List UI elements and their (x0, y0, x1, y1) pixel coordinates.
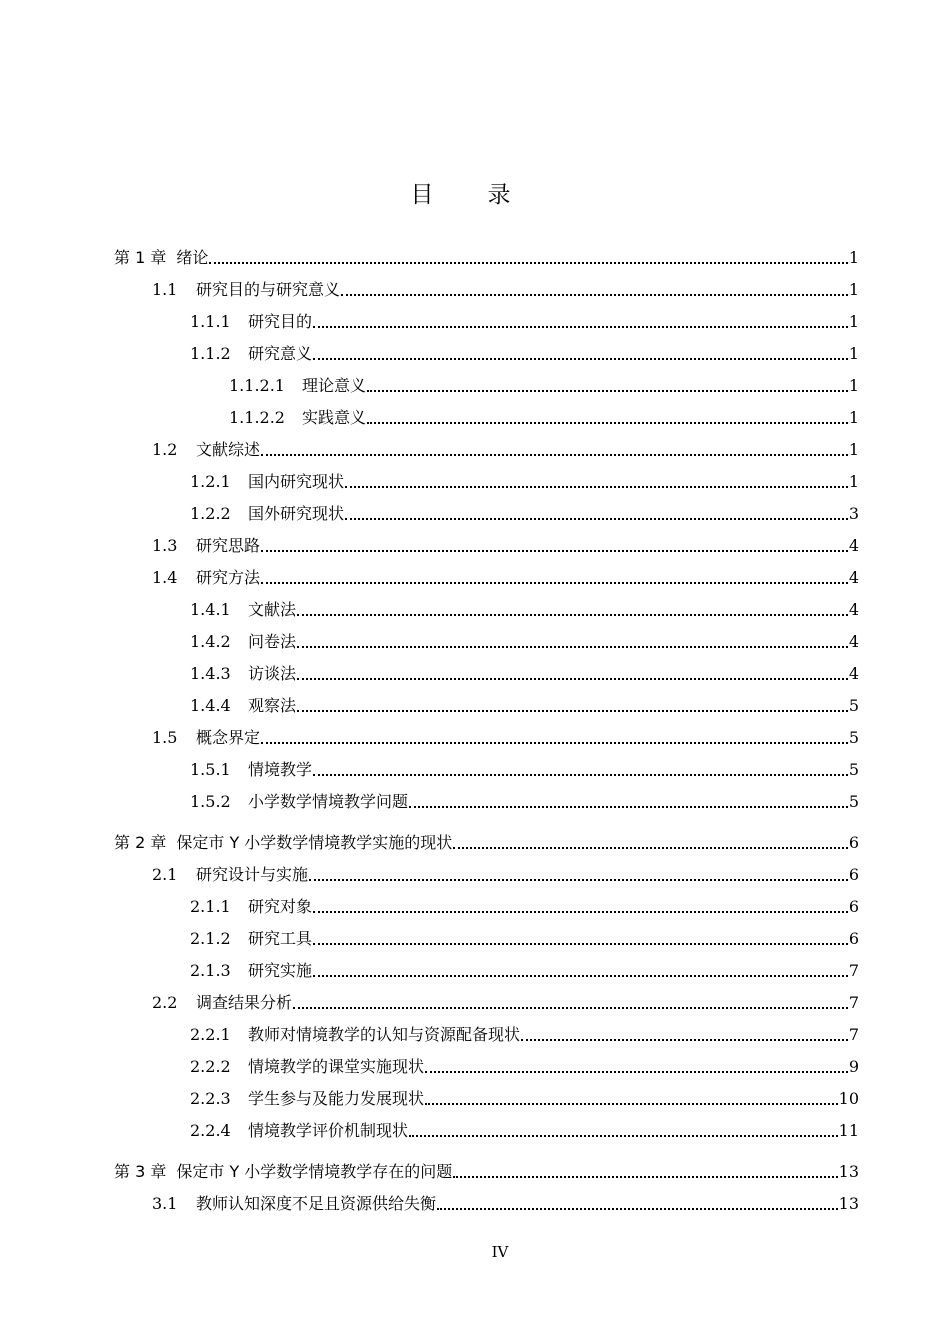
toc-entry-page: 7 (848, 993, 859, 1012)
toc-entry-page: 4 (848, 568, 859, 587)
toc-leader-dots (297, 678, 848, 680)
toc-entry-page: 1 (848, 408, 859, 427)
toc-entry-number: 2.1.3 (190, 961, 231, 980)
toc-entry-number: 1.4.4 (190, 696, 231, 715)
toc-leader-dots (409, 1135, 838, 1137)
toc-entry[interactable] (190, 1053, 859, 1081)
toc-entry-page: 5 (848, 760, 859, 779)
toc-entry-text: 情境教学评价机制现状 (248, 1121, 409, 1140)
toc-entry-page: 7 (848, 961, 859, 980)
toc-entry-number: 1.1 (152, 280, 178, 299)
toc-entry-number: 2.2.4 (190, 1121, 231, 1140)
toc-entry-page: 9 (848, 1057, 859, 1076)
toc-entry-label (190, 788, 408, 816)
toc-chapter-entry[interactable] (114, 829, 859, 857)
toc-entry-label (114, 1158, 452, 1186)
toc-entry-page: 7 (848, 1025, 859, 1044)
toc-entry-label (190, 1085, 424, 1113)
toc-entry-label (152, 276, 340, 304)
toc-entry[interactable] (190, 957, 859, 985)
toc-entry-label (190, 1117, 408, 1145)
toc-entry-text: 实践意义 (302, 408, 367, 427)
toc-entry[interactable] (190, 308, 859, 336)
toc-entry-number: 1.5 (152, 728, 178, 747)
toc-leader-dots (313, 358, 848, 360)
toc-entry[interactable] (152, 276, 859, 304)
toc-entry[interactable] (190, 756, 859, 784)
toc-entry[interactable] (152, 1190, 859, 1218)
toc-entry-text: 国内研究现状 (248, 472, 345, 491)
toc-entry[interactable] (190, 788, 859, 816)
toc-entry-label (152, 564, 260, 592)
toc-leader-dots (437, 1208, 838, 1210)
toc-entry-page: 4 (848, 536, 859, 555)
toc-leader-dots (297, 646, 848, 648)
toc-entry[interactable] (190, 660, 859, 688)
toc-leader-dots (341, 294, 848, 296)
toc-chapter-entry[interactable] (114, 1158, 859, 1186)
toc-leader-dots (425, 1103, 838, 1105)
toc-entry[interactable] (190, 1117, 859, 1145)
toc-entry-number: 2.2.3 (190, 1089, 231, 1108)
toc-entry[interactable] (229, 404, 859, 432)
toc-entry-number: 2.2 (152, 993, 178, 1012)
toc-entry[interactable] (190, 1021, 859, 1049)
toc-entry-label (152, 989, 292, 1017)
toc-entry-label (190, 1021, 520, 1049)
toc-entry-number: 2.1 (152, 865, 178, 884)
toc-entry-number: 2.2.2 (190, 1057, 231, 1076)
toc-entry-text: 研究目的 (248, 312, 313, 331)
toc-leader-dots (297, 614, 848, 616)
toc-entry-text: 文献综述 (196, 440, 261, 459)
toc-leader-dots (261, 454, 848, 456)
toc-entry-number: 1.2 (152, 440, 178, 459)
toc-entry-text: 概念界定 (196, 728, 261, 747)
toc-entry-number: 1.1.2.2 (229, 408, 285, 427)
toc-entry[interactable] (152, 989, 859, 1017)
toc-entry-page: 5 (848, 792, 859, 811)
toc-leader-dots (453, 1176, 837, 1178)
toc-entry[interactable] (190, 628, 859, 656)
toc-entry-text: 保定市 Y 小学数学情境教学存在的问题 (176, 1162, 453, 1181)
toc-leader-dots (367, 422, 848, 424)
toc-entry-text: 研究设计与实施 (196, 865, 309, 884)
toc-entry-page: 1 (848, 344, 859, 363)
toc-leader-dots (313, 975, 848, 977)
toc-leader-dots (313, 911, 848, 913)
toc-entry-number: 2.1.1 (190, 897, 231, 916)
toc-entry[interactable] (152, 724, 859, 752)
toc-entry-label (190, 957, 312, 985)
toc-entry[interactable] (229, 372, 859, 400)
toc-entry-number: 3.1 (152, 1194, 178, 1213)
toc-entry-number: 1.4.3 (190, 664, 231, 683)
toc-entry-text: 理论意义 (302, 376, 367, 395)
toc-entry[interactable] (152, 564, 859, 592)
toc-entry-number: 1.4.1 (190, 600, 231, 619)
toc-entry[interactable] (190, 692, 859, 720)
toc-entry-label (152, 436, 260, 464)
toc-leader-dots (367, 390, 848, 392)
toc-entry-label (114, 244, 208, 272)
toc-entry-text: 小学数学情境教学问题 (248, 792, 409, 811)
toc-entry-text: 研究实施 (248, 961, 313, 980)
toc-entry-page: 1 (848, 248, 859, 267)
toc-entry-label (152, 532, 260, 560)
toc-entry-label (152, 1190, 436, 1218)
toc-entry-label (190, 893, 312, 921)
toc-entry-text: 研究思路 (196, 536, 261, 555)
toc-entry-number: 1.3 (152, 536, 178, 555)
toc-entry-label (190, 692, 296, 720)
toc-entry-label (152, 861, 308, 889)
toc-entry-number: 1.2.2 (190, 504, 231, 523)
toc-entry-number: 1.1.2.1 (229, 376, 285, 395)
toc-entry-number: 1.2.1 (190, 472, 231, 491)
toc-entry-text: 保定市 Y 小学数学情境教学实施的现状 (176, 833, 453, 852)
toc-leader-dots (345, 486, 848, 488)
toc-entry-number: 1.1.1 (190, 312, 231, 331)
toc-entry-page: 1 (848, 472, 859, 491)
toc-entry[interactable] (190, 1085, 859, 1113)
toc-entry-label (190, 756, 312, 784)
toc-entry-number: 2.1.2 (190, 929, 231, 948)
toc-entry-text: 教师对情境教学的认知与资源配备现状 (248, 1025, 521, 1044)
toc-entry-label (190, 628, 296, 656)
toc-entry-text: 教师认知深度不足且资源供给失衡 (196, 1194, 437, 1213)
toc-entry-text: 研究目的与研究意义 (196, 280, 341, 299)
toc-entry-label (190, 468, 344, 496)
toc-leader-dots (425, 1071, 848, 1073)
toc-entry-text: 观察法 (248, 696, 297, 715)
toc-leader-dots (313, 774, 848, 776)
toc-entry-page: 5 (848, 728, 859, 747)
toc-entry-number: 1.4 (152, 568, 178, 587)
toc-leader-dots (297, 710, 848, 712)
toc-entry-text: 研究方法 (196, 568, 261, 587)
toc-entry-number: 2.2.1 (190, 1025, 231, 1044)
toc-entry-label (229, 372, 366, 400)
toc-entry-label (190, 596, 296, 624)
toc-entry-text: 情境教学 (248, 760, 313, 779)
toc-entry-page: 6 (848, 929, 859, 948)
page-number: IV (491, 1243, 509, 1261)
toc-entry-number: 第 2 章 (114, 833, 167, 852)
toc-entry-text: 情境教学的课堂实施现状 (248, 1057, 425, 1076)
toc-entry-text: 国外研究现状 (248, 504, 345, 523)
toc-entry-label (152, 724, 260, 752)
toc-entry-number: 1.4.2 (190, 632, 231, 651)
toc-entry-page: 1 (848, 312, 859, 331)
toc-entry-page: 4 (848, 600, 859, 619)
toc-entry-label (190, 500, 344, 528)
toc-entry-number: 1.5.1 (190, 760, 231, 779)
toc-leader-dots (293, 1007, 848, 1009)
toc-entry[interactable] (152, 436, 859, 464)
toc-entry-page: 6 (848, 897, 859, 916)
toc-leader-dots (313, 943, 848, 945)
toc-leader-dots (345, 518, 848, 520)
toc-entry-text: 研究对象 (248, 897, 313, 916)
toc-entry-page: 13 (838, 1162, 859, 1181)
toc-title: 目录 (410, 182, 565, 208)
toc-entry-number: 1.5.2 (190, 792, 231, 811)
toc-entry-label (190, 660, 296, 688)
toc-entry[interactable] (190, 468, 859, 496)
toc-leader-dots (261, 582, 848, 584)
toc-entry-text: 调查结果分析 (196, 993, 293, 1012)
toc-entry-label (190, 308, 312, 336)
toc-entry-number: 1.1.2 (190, 344, 231, 363)
toc-entry-text: 学生参与及能力发展现状 (248, 1089, 425, 1108)
toc-entry-page: 13 (838, 1194, 859, 1213)
toc-entry-page: 3 (848, 504, 859, 523)
toc-entry-page: 1 (848, 376, 859, 395)
toc-leader-dots (313, 326, 848, 328)
toc-entry-page: 4 (848, 664, 859, 683)
toc-chapter-entry[interactable] (114, 244, 859, 272)
toc-entry-text: 研究意义 (248, 344, 313, 363)
toc-leader-dots (521, 1039, 848, 1041)
toc-entry-text: 绪论 (176, 248, 209, 267)
toc-entry-page: 6 (848, 833, 859, 852)
toc-entry-page: 5 (848, 696, 859, 715)
toc-entry-text: 研究工具 (248, 929, 313, 948)
toc-entry-label (190, 340, 312, 368)
toc-entry-text: 问卷法 (248, 632, 297, 651)
toc-entry[interactable] (190, 500, 859, 528)
toc-leader-dots (209, 262, 847, 264)
toc-entry[interactable] (152, 861, 859, 889)
toc-entry-label (190, 925, 312, 953)
toc-entry-label (190, 1053, 424, 1081)
toc-leader-dots (453, 847, 848, 849)
toc-entry-page: 6 (848, 865, 859, 884)
toc-entry-page: 4 (848, 632, 859, 651)
toc-entry[interactable] (152, 532, 859, 560)
toc-leader-dots (409, 806, 848, 808)
toc-entry[interactable] (190, 596, 859, 624)
toc-entry-page: 1 (848, 440, 859, 459)
toc-entry-number: 第 3 章 (114, 1162, 167, 1181)
toc-entry-page: 10 (838, 1089, 859, 1108)
toc-entry-number: 第 1 章 (114, 248, 167, 267)
toc-entry[interactable] (190, 893, 859, 921)
toc-entry-page: 1 (848, 280, 859, 299)
toc-entry[interactable] (190, 340, 859, 368)
toc-entry-page: 11 (838, 1121, 859, 1140)
toc-leader-dots (261, 550, 848, 552)
toc-entry-label (114, 829, 452, 857)
toc-entry[interactable] (190, 925, 859, 953)
toc-leader-dots (309, 879, 848, 881)
toc-entry-text: 文献法 (248, 600, 297, 619)
toc-entry-label (229, 404, 366, 432)
toc-entry-text: 访谈法 (248, 664, 297, 683)
toc-leader-dots (261, 742, 848, 744)
